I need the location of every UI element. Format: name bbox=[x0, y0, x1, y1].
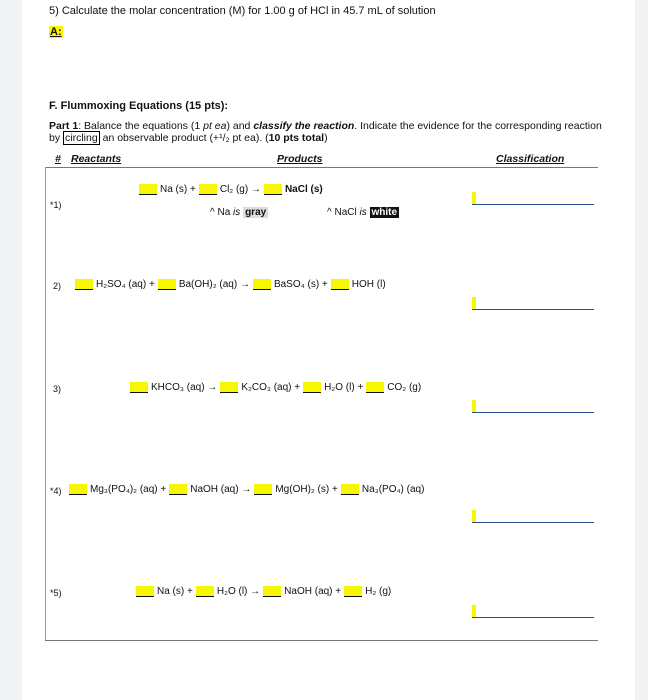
coefficient-blank[interactable] bbox=[158, 279, 176, 290]
row-5-equation bbox=[136, 586, 391, 597]
row-1-number: *1) bbox=[50, 200, 62, 210]
col-header-classification: Classification bbox=[496, 153, 565, 165]
row-1-reactant-2: Cl₂ (g) → bbox=[219, 184, 261, 195]
coefficient-blank[interactable] bbox=[136, 586, 154, 597]
col-header-reactants: Reactants bbox=[71, 153, 122, 165]
row-2-product-2: HOH (l) bbox=[351, 279, 386, 290]
row-4-equation bbox=[69, 484, 424, 495]
part1-circling: circling bbox=[65, 132, 98, 144]
coefficient-blank[interactable] bbox=[196, 586, 214, 597]
part1-text-d: an observable product (+¹/₂ pt ea). ( bbox=[99, 132, 269, 144]
note-nacl-prefix: ^ NaCl bbox=[327, 207, 360, 218]
coefficient-blank[interactable] bbox=[130, 382, 148, 393]
row-1-equation bbox=[139, 184, 323, 195]
table-top-rule bbox=[45, 167, 598, 168]
row-4-reactant-1: Mg₃(PO₄)₂ (aq) + bbox=[90, 484, 167, 495]
coefficient-blank[interactable] bbox=[341, 484, 359, 495]
row-3-reactant-1: KHCO₃ (aq) → bbox=[151, 382, 218, 393]
note-nacl-is: is bbox=[359, 207, 367, 218]
row-3-number: 3) bbox=[53, 384, 62, 394]
part1-pt-ea: pt ea bbox=[203, 120, 227, 132]
answer-label: A: bbox=[50, 26, 62, 38]
coefficient-blank[interactable] bbox=[75, 279, 93, 290]
part1-label: Part 1 bbox=[49, 120, 79, 132]
row-3-equation bbox=[130, 382, 421, 393]
row-2-equation bbox=[75, 279, 386, 290]
row-2-number: 2) bbox=[53, 281, 62, 291]
row-4-number: *4) bbox=[50, 486, 62, 496]
coefficient-blank[interactable] bbox=[254, 484, 272, 495]
coefficient-blank[interactable] bbox=[366, 382, 384, 393]
section-title: F. Flummoxing Equations (15 pts): bbox=[49, 100, 229, 112]
part1-instructions bbox=[49, 120, 609, 144]
coefficient-blank[interactable] bbox=[253, 279, 271, 290]
note-nacl-white: white bbox=[371, 207, 398, 218]
row-2-reactant-2: Ba(OH)₂ (aq) → bbox=[178, 279, 250, 290]
worksheet-page bbox=[22, 0, 635, 700]
col-header-number: # bbox=[55, 153, 61, 165]
row-5-product-2: H₂ (g) bbox=[365, 586, 392, 597]
row-4-product-1: Mg(OH)₂ (s) + bbox=[275, 484, 338, 495]
coefficient-blank[interactable] bbox=[169, 484, 187, 495]
question-5: 5) Calculate the molar concentration (M) for 1.00 g of HCl in 45.7 mL of solution bbox=[49, 5, 436, 17]
row-5-reactant-1: Na (s) + bbox=[157, 586, 193, 597]
note-na-is: is bbox=[233, 207, 241, 218]
coefficient-blank[interactable] bbox=[263, 586, 281, 597]
row-5-reactant-2: H₂O (l) → bbox=[216, 586, 261, 597]
row-1-product-1: NaCl (s) bbox=[284, 184, 323, 195]
row-3-product-1: K₂CO₃ (aq) + bbox=[241, 382, 301, 393]
row-2-product-1: BaSO₄ (s) + bbox=[273, 279, 328, 290]
row-4-product-2: Na₃(PO₄) (aq) bbox=[361, 484, 425, 495]
coefficient-blank[interactable] bbox=[220, 382, 238, 393]
coefficient-blank[interactable] bbox=[69, 484, 87, 495]
row-4-reactant-2: NaOH (aq) → bbox=[190, 484, 252, 495]
row-2-reactant-1: H₂SO₄ (aq) + bbox=[96, 279, 155, 290]
coefficient-blank[interactable] bbox=[264, 184, 282, 195]
row-3-product-3: CO₂ (g) bbox=[387, 382, 422, 393]
row-1-note-nacl bbox=[327, 207, 399, 218]
row-1-reactant-1: Na (s) + bbox=[160, 184, 196, 195]
part1-text-b: ) and bbox=[226, 120, 254, 132]
note-na-prefix: ^ Na bbox=[210, 207, 234, 218]
part1-text-c: . Indicate the evidence for the corresponding reaction by bbox=[49, 120, 602, 144]
row-5-product-1: NaOH (aq) + bbox=[284, 586, 342, 597]
table-bottom-rule bbox=[45, 640, 598, 641]
note-na-gray: gray bbox=[245, 207, 267, 218]
part1-classify: classify the reaction bbox=[253, 120, 355, 132]
part1-total: 10 pts total bbox=[268, 132, 325, 144]
part1-close: ) bbox=[324, 132, 328, 144]
coefficient-blank[interactable] bbox=[344, 586, 362, 597]
coefficient-blank[interactable] bbox=[199, 184, 217, 195]
coefficient-blank[interactable] bbox=[303, 382, 321, 393]
row-3-product-2: H₂O (l) + bbox=[324, 382, 364, 393]
row-5-number: *5) bbox=[50, 588, 62, 598]
part1-text-a: : Balance the equations (1 bbox=[78, 120, 204, 132]
coefficient-blank[interactable] bbox=[331, 279, 349, 290]
table-left-rule bbox=[45, 167, 46, 640]
row-1-note-na bbox=[210, 207, 268, 218]
coefficient-blank[interactable] bbox=[139, 184, 157, 195]
col-header-products: Products bbox=[277, 153, 323, 165]
